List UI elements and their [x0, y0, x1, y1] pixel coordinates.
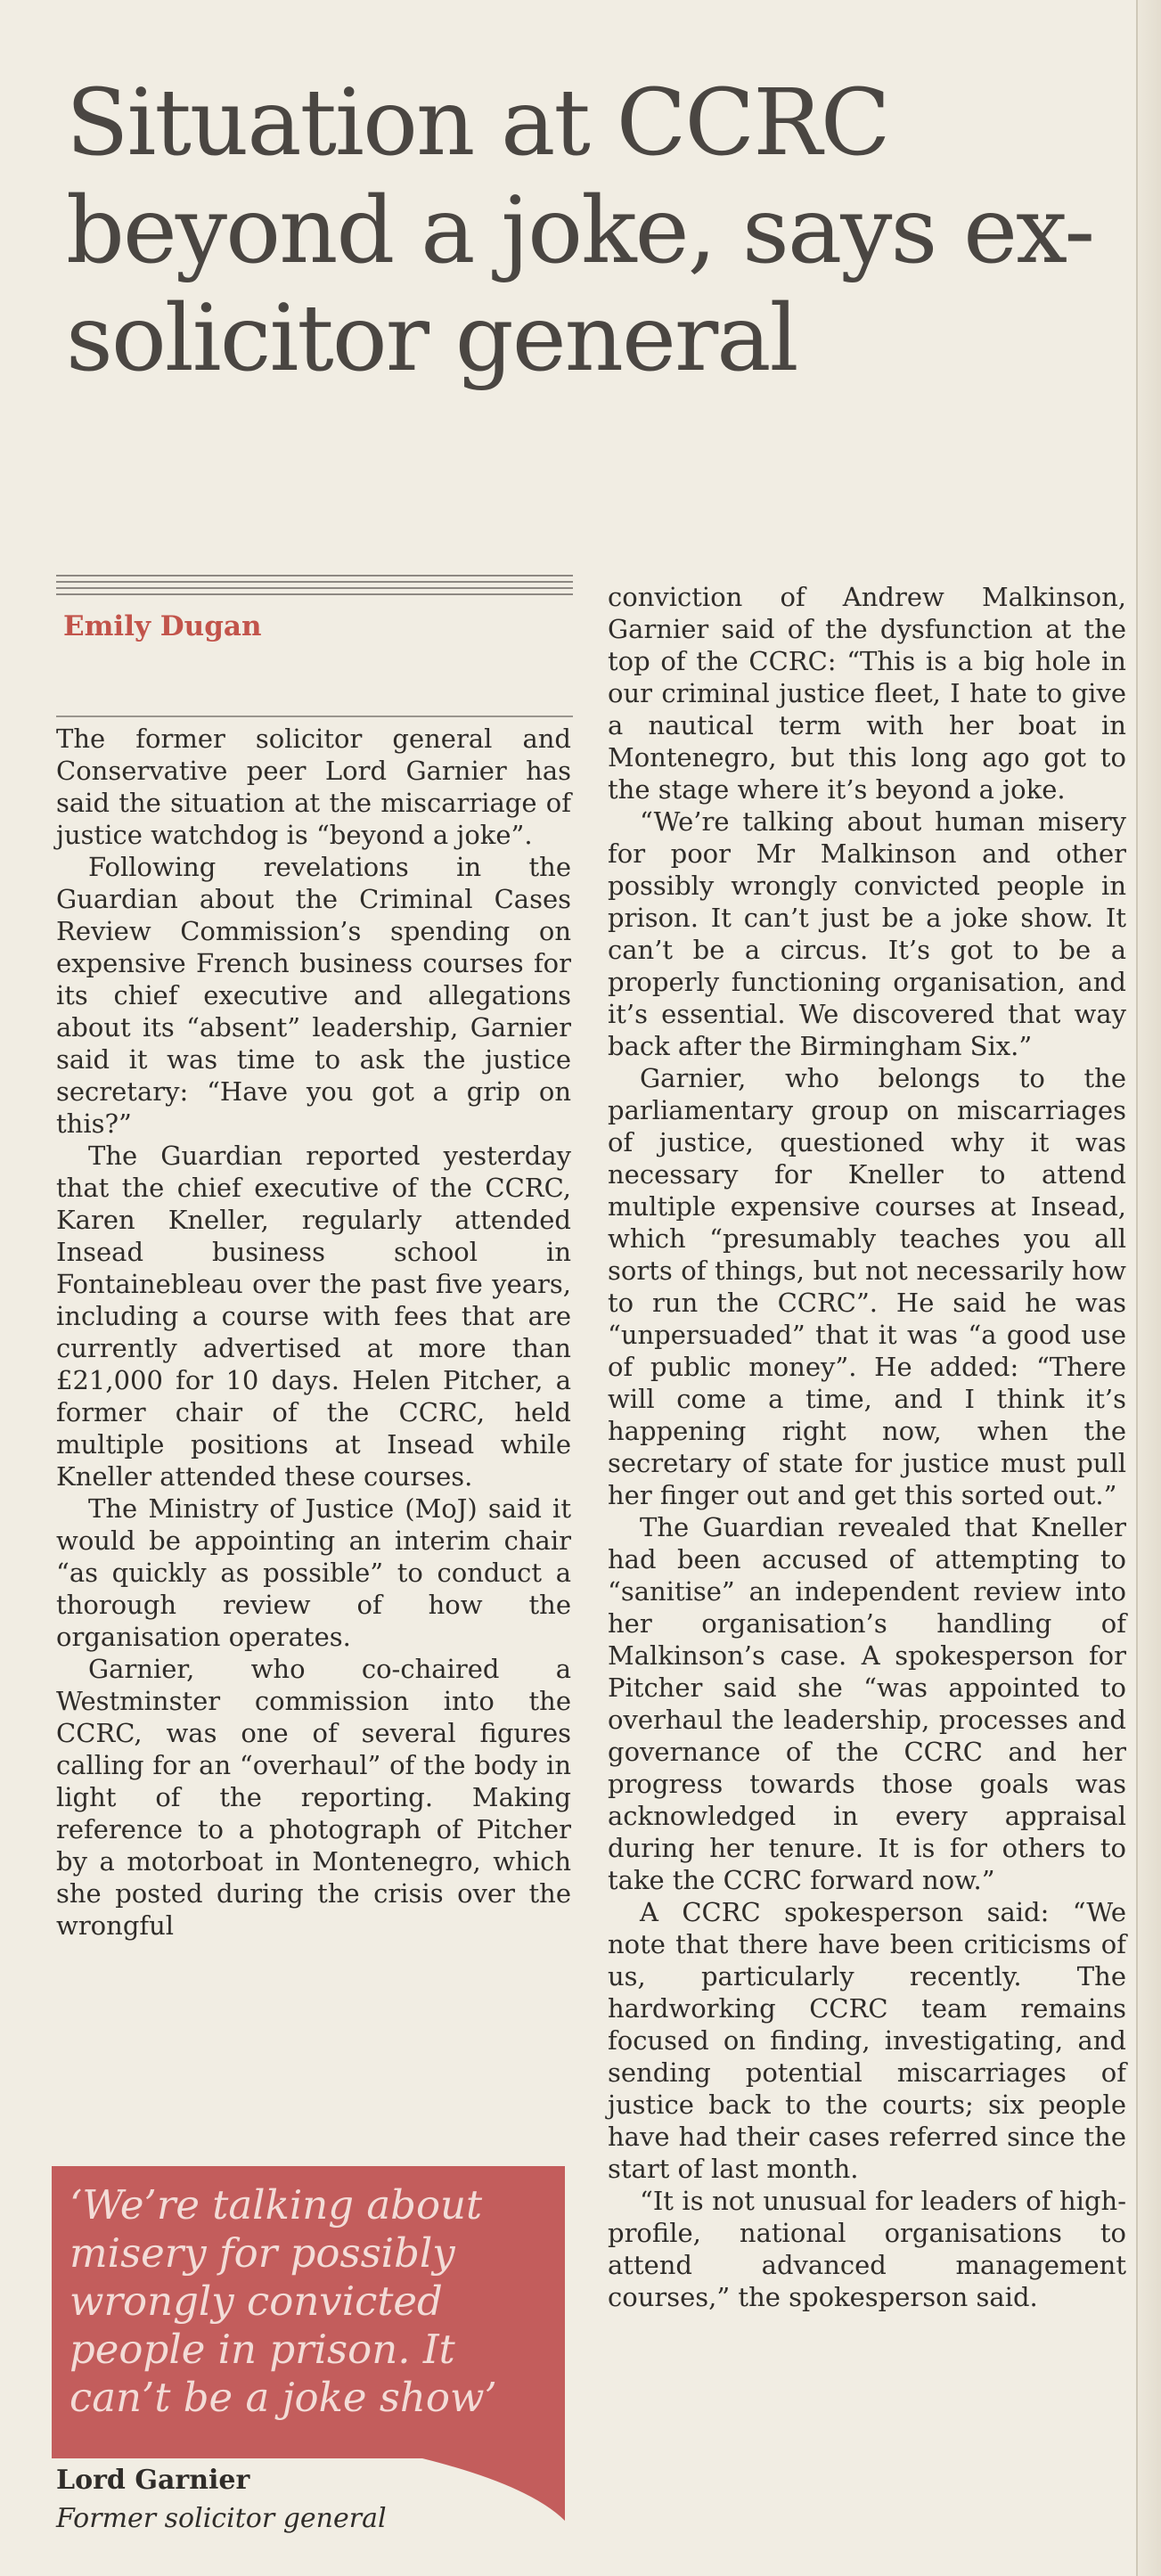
- page-edge: [1136, 0, 1161, 2576]
- paragraph: The Guardian revealed that Kneller had been accused of attempting to “sanitise” an independent review into her organisation’s handling of Malkinson’s case. A spokesperson for Pitcher said she “was appointed to overhaul the leadership, processes and governance of the CCRC and her progress towards those goals was acknowledged in every appraisal during her tenure. It is for others to take the CCRC forward now.”: [608, 1512, 1126, 1895]
- byline-divider: [56, 716, 573, 717]
- pullquote-attribution-title: Former solicitor general: [56, 2503, 387, 2534]
- pullquote-text: ‘We’re talking about misery for possibly wrongly convicted people in prison. It can’t be a joke show’: [69, 2181, 497, 2421]
- paragraph: The Guardian reported yesterday that the chief executive of the CCRC, Karen Kneller, regularly attended Insead business school in Fontainebleau over the past five years, including a course with fees that are currently advertised at more than £21,000 for 10 days. Helen Pitcher, a former chair of the CCRC, held multiple positions at Insead while Kneller attended these courses.: [56, 1141, 571, 1492]
- paragraph: “We’re talking about human misery for poor Mr Malkinson and other possibly wrongly convicted people in prison. It can’t just be a joke show. It can’t be a circus. It’s got to be a properly functioning organisation, and it’s essential. We discovered that way back after the Birmingham Six.”: [608, 806, 1126, 1061]
- paragraph: A CCRC spokesperson said: “We note that there have been criticisms of us, particularly recently. The hardworking CCRC team remains focused on finding, investigating, and sending potential miscarriages of justice back to the courts; six people have had their cases referred since the start of last month.: [608, 1897, 1126, 2184]
- paragraph: Garnier, who co-chaired a Westminster commission into the CCRC, was one of several figures calling for an “overhaul” of the body in light of the reporting. Making reference to a photograph of Pitcher by a motorboat in Montenegro, which she posted during the crisis over the wrongful: [56, 1654, 571, 1941]
- article-column-1: [56, 723, 571, 1942]
- byline: Emily Dugan: [63, 610, 262, 642]
- paragraph: “It is not unusual for leaders of high-profile, national organisations to attend advanced management courses,” the spokesperson said.: [608, 2186, 1126, 2312]
- article-column-2: [608, 581, 1126, 2313]
- pullquote-attribution-name: Lord Garnier: [56, 2465, 250, 2496]
- paragraph: The former solicitor general and Conservative peer Lord Garnier has said the situation at the miscarriage of justice watchdog is “beyond a joke”.: [56, 724, 571, 850]
- paragraph: Following revelations in the Guardian about the Criminal Cases Review Commission’s spending on expensive French business courses for its chief executive and allegations about its “absent” leadership, Garnier said it was time to ask the justice secretary: “Have you got a grip on this?”: [56, 852, 571, 1139]
- pullquote-tail: [422, 2458, 565, 2521]
- paragraph: The Ministry of Justice (MoJ) said it would be appointing an interim chair “as quickly as possible” to conduct a thorough review of how the organisation operates.: [56, 1493, 571, 1652]
- paragraph: conviction of Andrew Malkinson, Garnier said of the dysfunction at the top of the CCRC: “This is a big hole in our criminal justice fleet, I hate to give a nautical term with her boat in Montenegro, but this long ago got to the stage where it’s beyond a joke.: [608, 582, 1126, 805]
- paragraph: Garnier, who belongs to the parliamentary group on miscarriages of justice, questioned why it was necessary for Kneller to attend multiple expensive courses at Insead, which “presumably teaches you all sorts of things, but not necessarily how to run the CCRC”. He said he was “unpersuaded” that it was “a good use of public money”. He added: “There will come a time, and I think it’s happening right now, when the secretary of state for justice must pull her finger out and get this sorted out.”: [608, 1063, 1126, 1510]
- byline-rules: [56, 575, 573, 600]
- headline: Situation at CCRC beyond a joke, says ex-solicitor general: [66, 70, 1094, 392]
